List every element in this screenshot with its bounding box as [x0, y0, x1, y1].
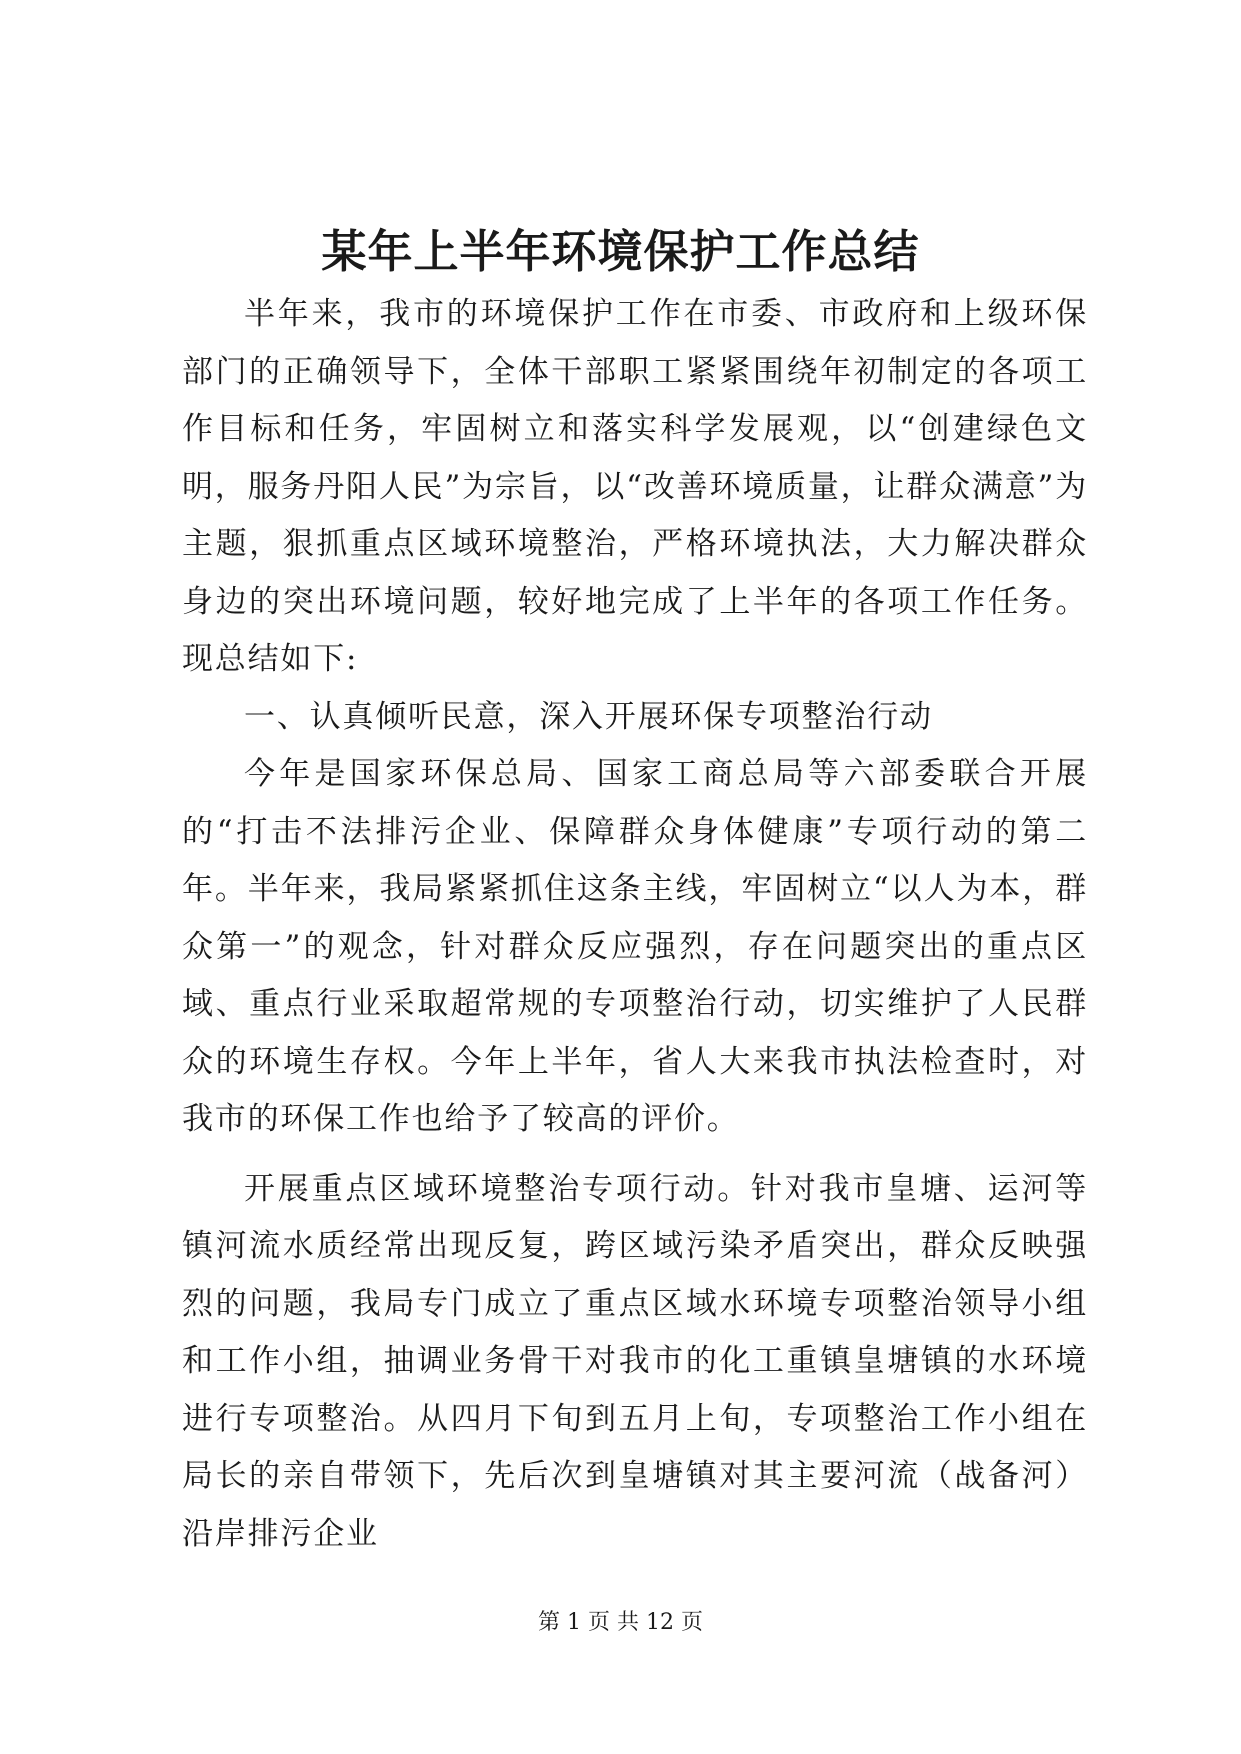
page-footer: 第 1 页 共 12 页 — [538, 1610, 703, 1635]
paragraph-regional-rectification: 开展重点区域环境整治专项行动。针对我市皇塘、运河等镇河流水质经常出现反复，跨区域污染矛盾突出，群众反映强烈的问题，我局专门成立了重点区域水环境专项整治领导小组和工作小组，抽调业务骨干对我市的化工重镇皇塘镇的水环境进行专项整治。从四月下旬到五月上旬，专项整治工作小组在局长的亲自带领下，先后次到皇塘镇对其主要河流（战备河）沿岸排污企业 — [182, 1170, 1088, 1552]
paragraph-intro: 半年来，我市的环境保护工作在市委、市政府和上级环保部门的正确领导下，全体干部职工紧紧围绕年初制定的各项工作目标和任务，牢固树立和落实科学发展观，以“创建绿色文明，服务丹阳人民”为宗旨，以“改善环境质量，让群众满意”为主题，狠抓重点区域环境整治，严格环境执法，大力解决群众身边的突出环境问题，较好地完成了上半年的各项工作任务。现总结如下: — [182, 296, 1088, 677]
paragraph-campaign: 今年是国家环保总局、国家工商总局等六部委联合开展的“打击不法排污企业、保障群众身体健康”专项行动的第二年。半年来，我局紧紧抓住这条主线，牢固树立“以人为本，群众第一”的观念，针对群众反应强烈，存在问题突出的重点区域、重点行业采取超常规的专项整治行动，切实维护了人民群众的环境生存权。今年上半年，省人大来我市执法检查时，对我市的环保工作也给予了较高的评价。 — [182, 756, 1088, 1137]
section-heading: 一、认真倾听民意，深入开展环保专项整治行动 — [244, 698, 933, 735]
document-title: 某年上半年环境保护工作总结 — [321, 225, 920, 278]
document-body — [182, 286, 1088, 1563]
